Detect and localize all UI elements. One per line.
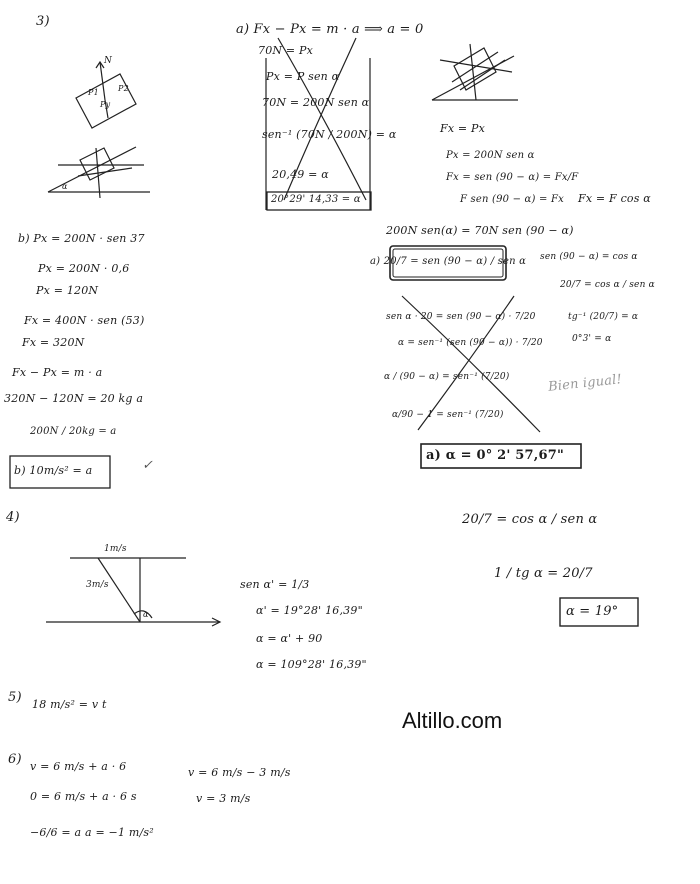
label-py: Py — [100, 100, 111, 109]
label-river-speed: 1m/s — [104, 544, 127, 554]
part-a-line-5: sen⁻¹ (70N / 200N) = α — [262, 128, 397, 141]
part-b-line-3: Px = 120N — [36, 284, 99, 297]
problem-4-label: 4) — [6, 510, 20, 525]
part-a-right-line-1: Fx = Px — [440, 122, 486, 135]
part-b-line-4: Fx = 400N · sen (53) — [24, 314, 145, 327]
check-mark: ✓ — [142, 458, 154, 473]
watermark-text: Altillo.com — [402, 708, 503, 733]
p6-line-4: v = 6 m/s − 3 m/s — [188, 766, 291, 779]
part-b-line-1: b) Px = 200N · sen 37 — [18, 232, 145, 245]
label-normal-force: N — [104, 56, 113, 66]
part-a2-line-3: sen (90 − α) = cos α — [540, 252, 638, 262]
problem-3-label: 3) — [36, 14, 50, 29]
part-a-line-3: Px = P sen α — [266, 70, 340, 83]
label-p1: P1 — [88, 88, 99, 97]
label-angle: α — [143, 610, 149, 619]
part-a2-line-6: 0°3' = α — [572, 334, 612, 344]
part-a2-line-4: 20/7 = cos α / sen α — [560, 280, 655, 290]
part-a-line-1: a) Fx − Px = m · a ⟹ a = 0 — [236, 22, 424, 37]
part-a-right-line-2: Px = 200N sen α — [446, 150, 535, 161]
part-a-right-line-4: F sen (90 − α) = Fx — [460, 194, 564, 205]
problem-6-label: 6) — [8, 752, 22, 767]
part-b-line-7: 320N − 120N = 20 kg a — [4, 392, 144, 405]
part-a-right-line-3: Fx = sen (90 − α) = Fx/F — [446, 172, 579, 183]
problem-5-label: 5) — [8, 690, 22, 705]
p6-line-5: v = 3 m/s — [196, 792, 251, 805]
part-a-line-4: 70N = 200N sen α — [262, 96, 370, 109]
part-b-line-5: Fx = 320N — [22, 336, 85, 349]
part-a-right-line-5: Fx = F cos α — [578, 192, 651, 205]
block-force-diagram — [76, 62, 136, 128]
part-a-line-6: 20,49 = α — [272, 168, 329, 181]
label-boat-speed: 3m/s — [86, 580, 109, 590]
incline-diagram-right — [432, 44, 518, 100]
part-a2-line-9: α / (90 − α) = sen⁻¹ (7/20) — [384, 372, 510, 382]
part-a-line-7: 20°29' 14,33 = α — [271, 194, 361, 205]
cross-out-part-a — [266, 38, 370, 210]
alt-line-1: 20/7 = cos α / sen α — [462, 512, 598, 527]
alt-line-2: 1 / tg α = 20/7 — [494, 566, 593, 581]
part-a2-line-10: α/90 − 1 = sen⁻¹ (7/20) — [392, 410, 504, 420]
part-b-line-6: Fx − Px = m · a — [12, 366, 103, 379]
p6-line-3: −6/6 = a a = −1 m/s² — [30, 826, 154, 839]
p6-line-1: v = 6 m/s + a · 6 — [30, 760, 127, 773]
part-a2-result: a) α = 0° 2' 57,67" — [426, 448, 564, 463]
p4-line-1: sen α' = 1/3 — [240, 578, 310, 591]
label-alpha-incline: α — [62, 182, 68, 191]
p6-line-2: 0 = 6 m/s + a · 6 s — [30, 790, 137, 803]
river-vector-diagram — [46, 558, 220, 626]
p4-line-4: α = 109°28' 16,39" — [256, 658, 367, 671]
side-note: Bien igual! — [547, 372, 623, 395]
part-a2-line-7: sen α · 20 = sen (90 − α) · 7/20 — [386, 312, 536, 322]
part-a2-line-1: 200N sen(α) = 70N sen (90 − α) — [386, 224, 574, 237]
part-b-line-8: 200N / 20kg = a — [30, 426, 117, 437]
part-a2-line-8: α = sen⁻¹ (sen (90 − α)) · 7/20 — [398, 338, 543, 348]
part-a2-line-5: tg⁻¹ (20/7) = α — [568, 312, 639, 322]
part-b-result: b) 10m/s² = a — [14, 464, 93, 477]
p5-line-1: 18 m/s² = v t — [32, 698, 107, 711]
alt-result: α = 19° — [566, 604, 619, 619]
p4-line-3: α = α' + 90 — [256, 632, 323, 645]
part-b-line-2: Px = 200N · 0,6 — [38, 262, 130, 275]
part-a-line-2: 70N = Px — [258, 44, 314, 57]
part-a2-line-2: a) 20/7 = sen (90 − α) / sen α — [370, 256, 527, 267]
p4-line-2: α' = 19°28' 16,39" — [256, 604, 363, 617]
label-p2: P2 — [118, 84, 129, 93]
